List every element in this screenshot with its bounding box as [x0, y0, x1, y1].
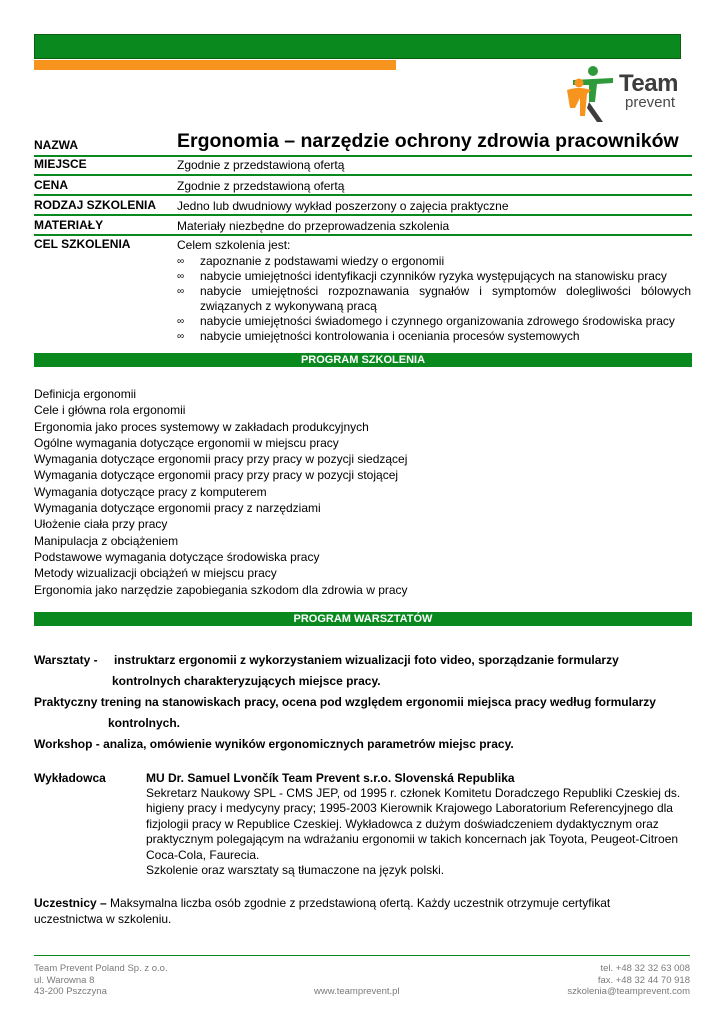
workshops-line3: Workshop - analiza, omówienie wyników ergonomicznych parametrów miejsc pracy.: [34, 737, 514, 751]
program-heading: PROGRAM SZKOLENIA: [34, 353, 692, 367]
rodzaj-value: Jedno lub dwudniowy wykład poszerzony o zajęcia praktyczne: [177, 199, 509, 213]
program-item: Wymagania dotyczące ergonomii pracy z narzędziami: [34, 501, 321, 516]
program-list: [34, 386, 408, 598]
header-orange-bar: [34, 60, 396, 70]
lecturer-name: MU Dr. Samuel Lvončík Team Prevent s.r.o. Slovenská Republika: [146, 771, 515, 785]
lecturer-bio: Sekretarz Naukowy SPL - CMS JEP, od 1995 r. członek Komitetu Doradczego Republiki Czeskiej ds. higieny pracy i medycyny pracy; 1995-2003 Kierownik Krajowego Laboratorium Referencyjnego dla fizjologii pracy w Republice Czeskiej. Wykładowca z dużym doświadczeniem dydaktycznym oraz praktycznym polegającym na wdrażaniu ergonomii w takich koncernach jak Toyota, Peugeot-Citroen Coca-Cola, Faurecia.: [146, 786, 681, 862]
goal-item: ∞ zapoznanie z podstawami wiedzy o ergonomii: [175, 254, 691, 269]
workshops-line1: instruktarz ergonomii z wykorzystaniem wizualizacji foto video, sporządzanie formularzy: [114, 653, 619, 667]
row-materialy: [34, 218, 692, 236]
workshops-heading: PROGRAM WARSZTATÓW: [34, 612, 692, 626]
logo-team-text: Team: [619, 70, 678, 97]
row-cena: [34, 178, 692, 196]
participants-label: Uczestnicy –: [34, 896, 107, 910]
cena-label: CENA: [34, 178, 69, 192]
goal-item: ∞ nabycie umiejętności kontrolowania i oceniania procesów systemowych: [175, 329, 691, 344]
footer-website[interactable]: www.teamprevent.pl: [314, 986, 400, 997]
program-item: Definicja ergonomii: [34, 387, 137, 401]
team-prevent-logo: [565, 64, 685, 124]
program-item: Ułożenie ciała przy pracy: [34, 517, 168, 532]
row-cel: [34, 237, 692, 347]
footer-divider: [34, 955, 690, 956]
row-nazwa: [34, 130, 692, 157]
program-item: Ergonomia jako proces systemowy w zakładach produkcyjnych: [34, 419, 369, 434]
cena-value: Zgodnie z przedstawioną ofertą: [177, 179, 345, 193]
miejsce-label: MIEJSCE: [34, 157, 87, 171]
workshops-line1b: kontrolnych charakteryzujących miejsce pracy.: [112, 674, 381, 688]
workshops-line2: Praktyczny trening na stanowiskach pracy, ocena pod względem ergonomii miejsca pracy według formularzy: [34, 695, 656, 709]
goal-item: ∞ nabycie umiejętności świadomego i czynnego organizowania zdrowego środowiska pracy: [175, 314, 691, 329]
lecturer-label: Wykładowca: [34, 771, 106, 785]
program-item: Ogólne wymagania dotyczące ergonomii w miejscu pracy: [34, 435, 339, 450]
workshops-line2b: kontrolnych.: [108, 716, 181, 730]
program-item: Cele i główna rola ergonomii: [34, 403, 186, 418]
materialy-value: Materiały niezbędne do przeprowadzenia szkolenia: [177, 219, 450, 233]
nazwa-label: NAZWA: [34, 138, 78, 152]
lecturer-note: Szkolenie oraz warsztaty są tłumaczone na język polski.: [146, 863, 445, 878]
footer-email[interactable]: szkolenia@teamprevent.com: [567, 986, 690, 997]
goals-list: [175, 254, 691, 344]
footer-street: ul. Warowna 8: [34, 974, 95, 986]
footer-contact: [567, 963, 690, 998]
miejsce-value: Zgodnie z przedstawioną ofertą: [177, 158, 345, 172]
footer-tel: tel. +48 32 32 63 008: [600, 963, 690, 974]
row-miejsce: [34, 157, 692, 176]
cel-label: CEL SZKOLENIA: [34, 237, 131, 251]
lecturer-description: [146, 786, 691, 878]
goal-item: ∞ nabycie umiejętności rozpoznawania sygnałów i symptomów dolegliwości bólowych związanych z wykonywaną pracą: [175, 284, 691, 314]
participants-text: Maksymalna liczba osób zgodnie z przedstawioną ofertą. Każdy uczestnik otrzymuje certyfikat uczestnictwa w szkoleniu.: [34, 896, 611, 926]
program-item: Ergonomia jako narzędzie zapobiegania szkodom dla zdrowia w pracy: [34, 582, 408, 597]
rodzaj-label: RODZAJ SZKOLENIA: [34, 198, 157, 212]
participants-info: [34, 895, 674, 927]
program-item: Metody wizualizacji obciążeń w miejscu pracy: [34, 566, 277, 581]
program-item: Wymagania dotyczące pracy z komputerem: [34, 484, 267, 499]
program-item: Podstawowe wymagania dotyczące środowiska pracy: [34, 549, 320, 564]
program-item: Wymagania dotyczące ergonomii pracy przy pracy w pozycji stojącej: [34, 468, 399, 483]
materialy-label: MATERIAŁY: [34, 218, 104, 232]
page-title: Ergonomia – narzędzie ochrony zdrowia pracowników: [177, 130, 679, 152]
row-rodzaj: [34, 198, 692, 216]
header-green-bar: [34, 34, 681, 59]
logo-figures-icon: [565, 64, 621, 124]
footer-city: 43-200 Pszczyna: [34, 986, 107, 997]
footer-address: [34, 963, 168, 998]
program-item: Manipulacja z obciążeniem: [34, 533, 179, 548]
footer-fax: fax. +48 32 44 70 918: [597, 974, 690, 986]
logo-prevent-text: prevent: [625, 94, 676, 111]
workshops-label: Warsztaty -: [34, 653, 98, 667]
goal-item: ∞ nabycie umiejętności identyfikacji czynników ryzyka występujących na stanowisku pracy: [175, 269, 691, 284]
cel-intro: Celem szkolenia jest:: [177, 238, 291, 252]
footer-company: Team Prevent Poland Sp. z o.o.: [34, 963, 168, 974]
program-item: Wymagania dotyczące ergonomii pracy przy pracy w pozycji siedzącej: [34, 452, 408, 467]
